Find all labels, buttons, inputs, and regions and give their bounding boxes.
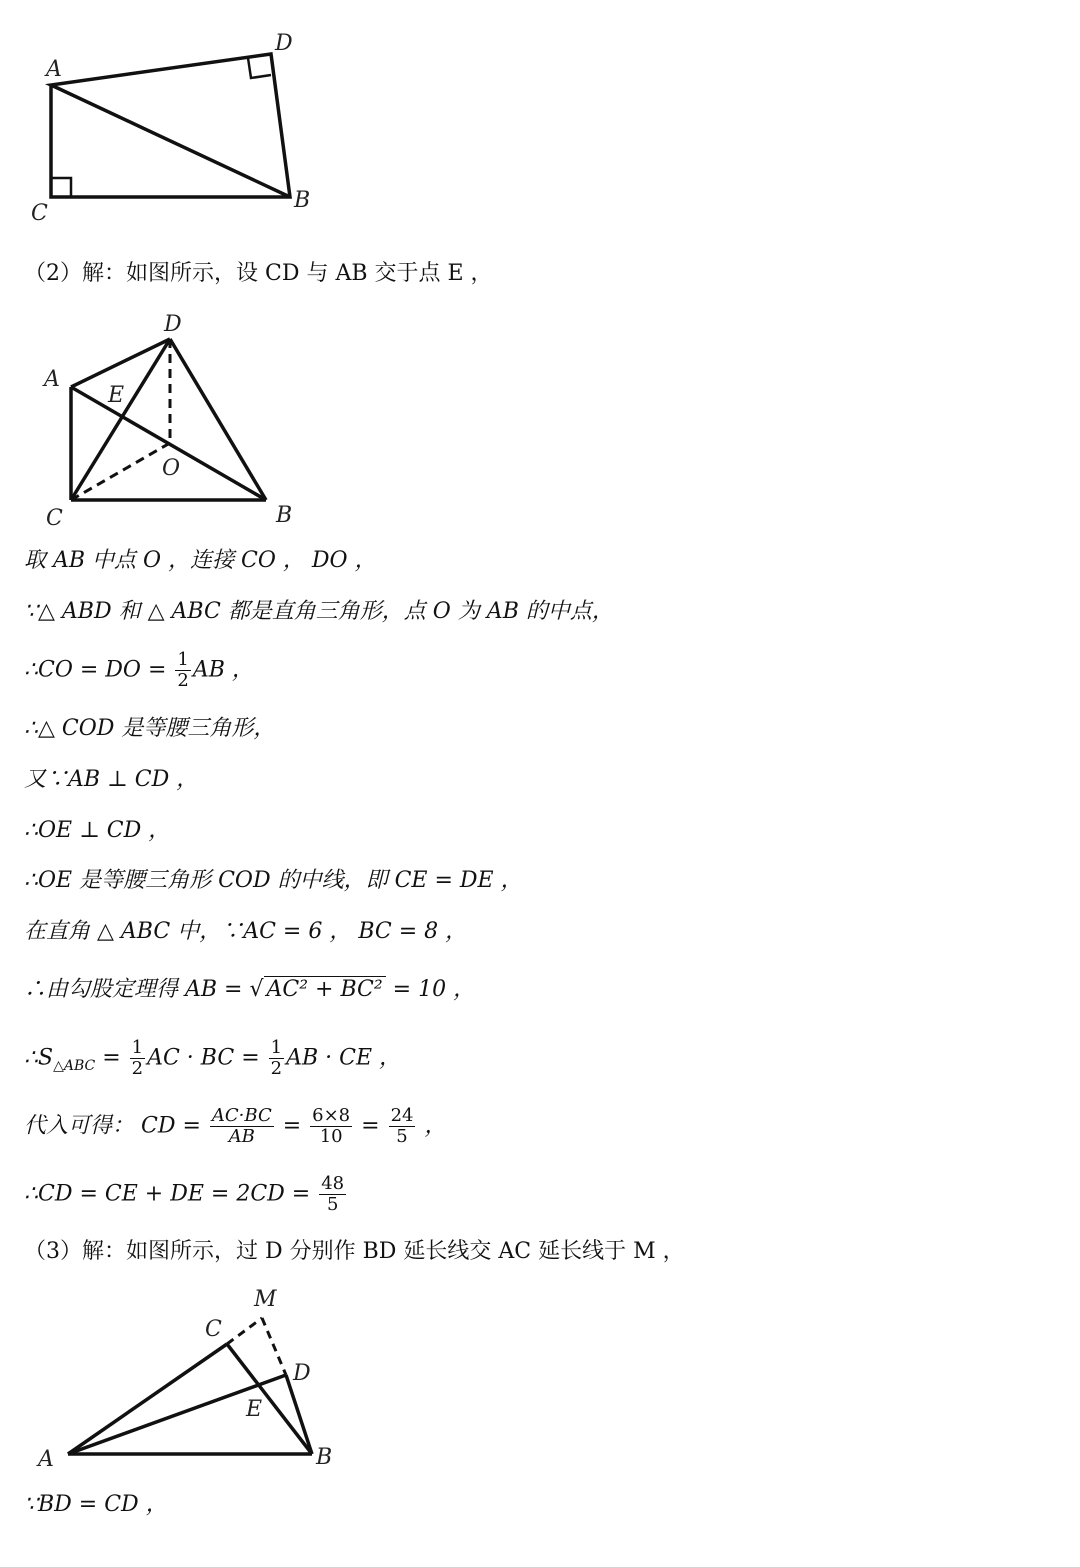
figure-3-triangles <box>0 1280 360 1480</box>
label-D: D <box>164 312 182 337</box>
fraction-result: $\frac{24}{5}$ <box>390 1105 414 1147</box>
figure-1-quadrilateral <box>0 0 360 240</box>
part2-intro: （2）解：如图所示，设 CD 与 AB 交于点 E ， <box>24 261 493 286</box>
label-A: A <box>38 1447 54 1472</box>
label-E: E <box>108 383 125 408</box>
label-C: C <box>31 201 48 226</box>
label-A: A <box>44 367 60 392</box>
label-B: B <box>316 1445 333 1470</box>
label-D: D <box>275 31 293 56</box>
line-4: ∴△ COD 是等腰三角形， <box>24 716 276 741</box>
label-B: B <box>294 188 311 213</box>
line-3: ∴CO = DO = $\frac{1}{2}$ AB ， <box>24 649 254 691</box>
label-O: O <box>162 456 181 481</box>
line-8: 在直角 △ ABC 中，∵AC = 6 ， BC = 8 ， <box>24 919 468 944</box>
line-1: 取 AB 中点 O ，连接 CO ， DO ， <box>24 548 377 573</box>
fraction-result: $\frac{48}{5}$ <box>321 1173 345 1215</box>
square-root: √ AC² + BC² <box>249 975 385 1005</box>
line-12: ∴CD = CE + DE = 2CD = $\frac{48}{5}$ <box>24 1173 345 1215</box>
fraction-numeric: $\frac{6\times 8}{10}$ <box>312 1105 351 1147</box>
fraction-cd: $\frac{AC\cdot BC}{AB}$ <box>211 1105 272 1147</box>
label-A: A <box>46 57 62 82</box>
label-M: M <box>254 1287 277 1312</box>
label-C: C <box>46 506 63 531</box>
fraction-half: $\frac{1}{2}$ <box>177 649 189 691</box>
figure-2-triangles <box>0 305 320 535</box>
line-5: 又∵AB ⊥ CD ， <box>24 767 199 792</box>
line-2: ∵△ ABD 和 △ ABC 都是直角三角形，点 O 为 AB 的中点， <box>24 599 614 624</box>
line-11: 代入可得： CD = $\frac{AC\cdot BC}{AB}$ = $\frac{6\times 8}{10}$ = $\frac{24}{5}$ ， <box>24 1105 447 1147</box>
fraction-half: $\frac{1}{2}$ <box>131 1037 144 1079</box>
label-B: B <box>276 503 293 528</box>
line-9: ∴由勾股定理得 AB = √ AC² + BC² = 10 ， <box>24 975 475 1005</box>
part3-intro: （3）解：如图所示，过 D 分别作 BD 延长线交 AC 延长线于 M ， <box>24 1239 685 1264</box>
line-7: ∴OE 是等腰三角形 COD 的中线，即 CE = DE ， <box>24 868 523 893</box>
line-6: ∴OE ⊥ CD ， <box>24 818 171 843</box>
fraction-half: $\frac{1}{2}$ <box>270 1037 283 1079</box>
label-D: D <box>293 1361 311 1386</box>
label-E: E <box>246 1397 263 1422</box>
label-C: C <box>205 1317 222 1342</box>
line-10: $\therefore S_{\triangle ABC}$ = $\frac{1}{2}$ AC · BC = $\frac{1}{2}$ AB · CE ， <box>24 1037 401 1079</box>
last-line: ∵BD = CD ， <box>24 1492 168 1517</box>
